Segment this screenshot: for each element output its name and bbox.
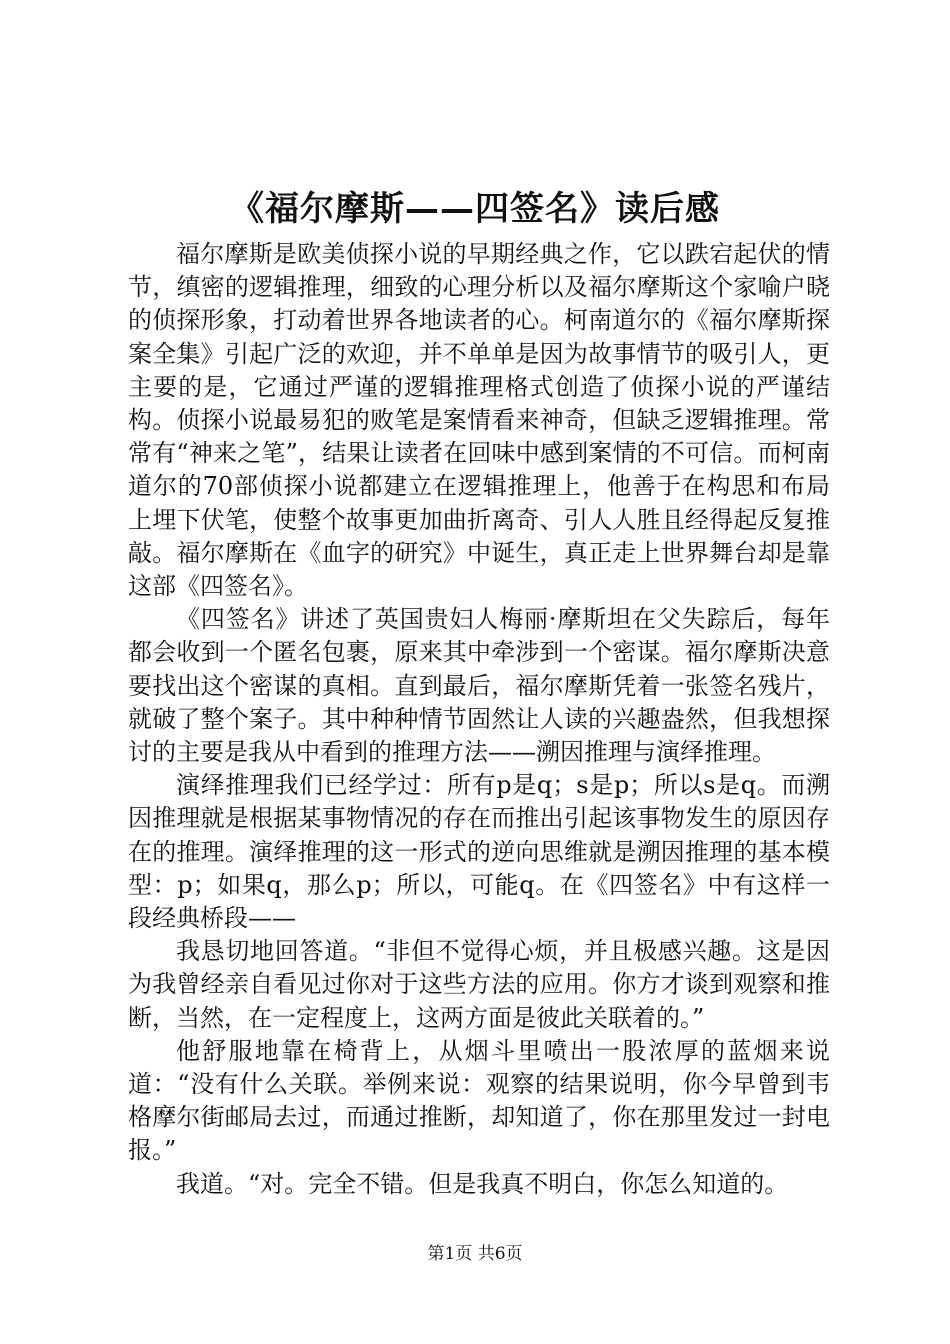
paragraph: 我恳切地回答道。“非但不觉得心烦，并且极感兴趣。这是因为我曾经亲自看见过你对于这些方法的应用。你方才谈到观察和推断，当然，在一定程度上，这两方面是彼此关联着的。”: [128, 937, 830, 1032]
paragraph: 《四签名》讲述了英国贵妇人梅丽·摩斯坦在父失踪后，每年都会收到一个匿名包裹，原来其中牵涉到一个密谋。福尔摩斯决意要找出这个密谋的真相。直到最后，福尔摩斯凭着一张签名残片，就破了整个案子。其中种种情节固然让人读的兴趣盎然，但我想探讨的主要是我从中看到的推理方法——溯因推理与演绎推理。: [128, 605, 830, 767]
document-title: 《福尔摩斯——四签名》读后感: [230, 189, 720, 229]
paragraph: 我道。“对。完全不错。但是我真不明白，你怎么知道的。: [176, 1169, 789, 1198]
page-number-footer: 第1页 共6页: [427, 1244, 523, 1264]
document-body: [128, 238, 830, 1201]
paragraph: 他舒服地靠在椅背上，从烟斗里喷出一股浓厚的蓝烟来说道：“没有什么关联。举例来说：观察的结果说明，你今早曾到韦格摩尔街邮局去过，而通过推断，却知道了，你在那里发过一封电报。”: [128, 1036, 830, 1165]
paragraph: 演绎推理我们已经学过：所有p是q；s是p；所以s是q。而溯因推理就是根据某事物情况的存在而推出引起该事物发生的原因存在的推理。演绎推理的这一形式的逆向思维就是溯因推理的基本模型：p；如果q，那么p；所以，可能q。在《四签名》中有这样一段经典桥段——: [128, 771, 830, 933]
paragraph: 福尔摩斯是欧美侦探小说的早期经典之作，它以跌宕起伏的情节，缜密的逻辑推理，细致的心理分析以及福尔摩斯这个家喻户晓的侦探形象，打动着世界各地读者的心。柯南道尔的《福尔摩斯探案全集》引起广泛的欢迎，并不单单是因为故事情节的吸引人，更主要的是，它通过严谨的逻辑推理格式创造了侦探小说的严谨结构。侦探小说最易犯的败笔是案情看来神奇，但缺乏逻辑推理。常常有“神来之笔”，结果让读者在回味中感到案情的不可信。而柯南道尔的70部侦探小说都建立在逻辑推理上，他善于在构思和布局上埋下伏笔，使整个故事更加曲折离奇、引人人胜且经得起反复推敲。福尔摩斯在《血字的研究》中诞生，真正走上世界舞台却是靠这部《四签名》。: [128, 240, 830, 601]
